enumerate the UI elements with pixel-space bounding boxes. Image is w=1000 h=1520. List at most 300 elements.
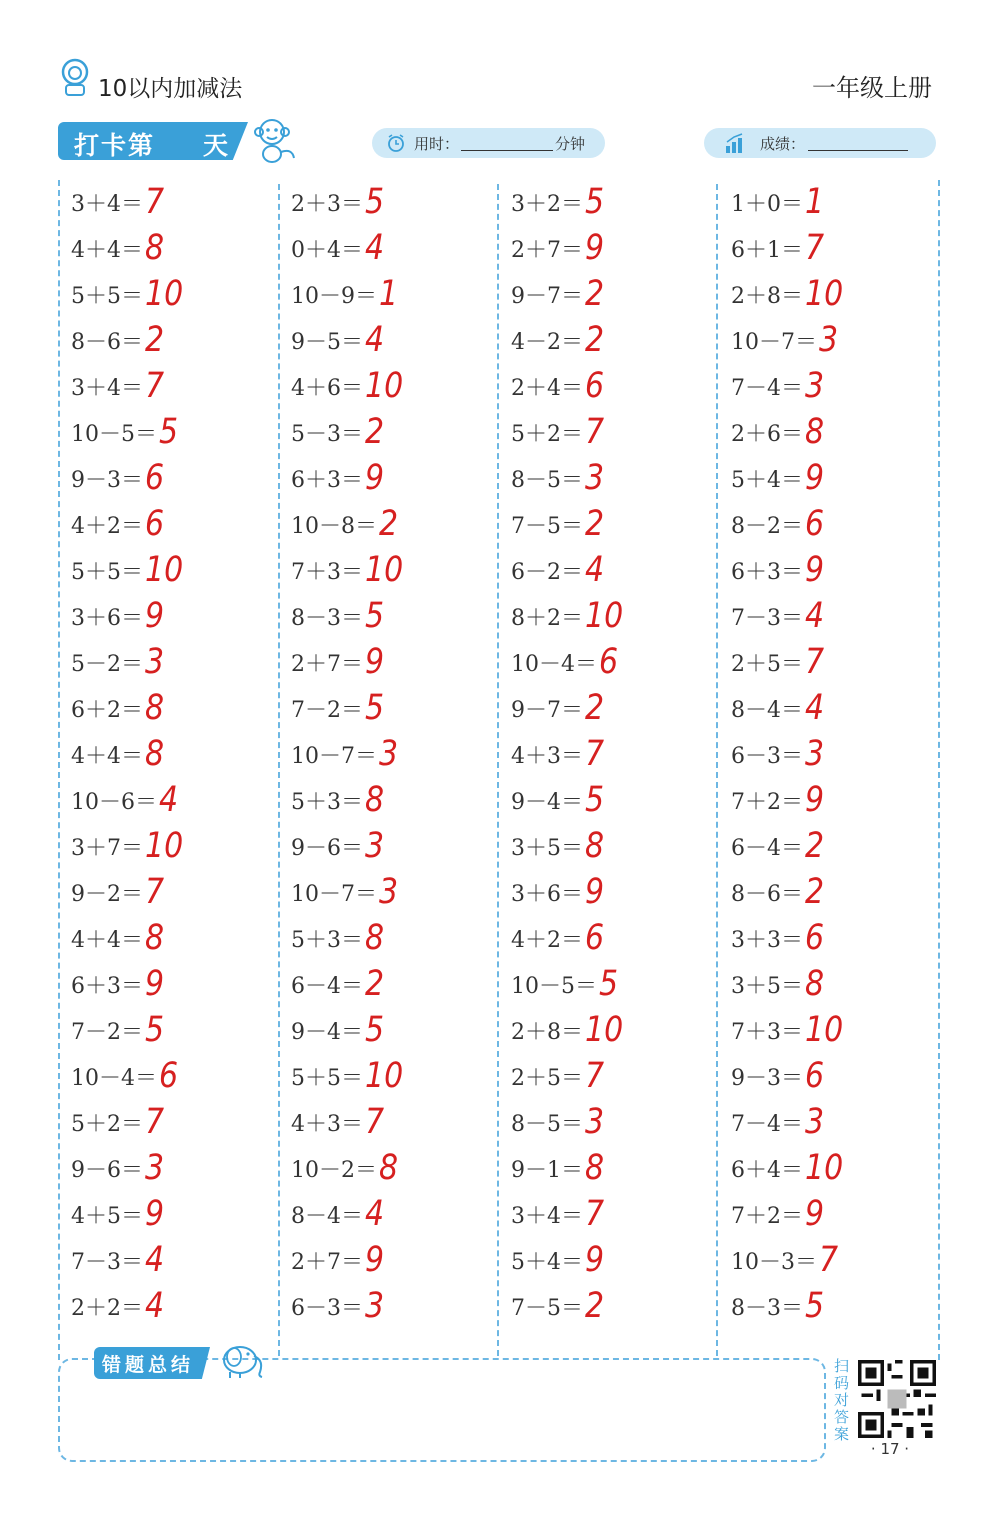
equation-text: 4＋3＝	[291, 1112, 363, 1137]
handwritten-answer[interactable]: 6	[805, 1056, 825, 1097]
exercise-row	[511, 546, 721, 592]
equation-text: 9－2＝	[71, 882, 143, 907]
grade-label: 一年级上册	[812, 74, 932, 102]
handwritten-answer[interactable]: 7	[819, 1240, 839, 1281]
equation-text: 7－4＝	[731, 376, 803, 401]
handwritten-answer[interactable]: 2	[805, 826, 825, 867]
equation-text: 2＋5＝	[731, 652, 803, 677]
handwritten-answer[interactable]: 3	[585, 458, 605, 499]
handwritten-answer[interactable]: 2	[365, 964, 385, 1005]
equation-text: 5＋3＝	[291, 928, 363, 953]
handwritten-answer[interactable]: 7	[585, 1194, 605, 1235]
equation-text: 2＋6＝	[731, 422, 803, 447]
exercise-row	[71, 1236, 281, 1282]
exercise-row	[71, 684, 281, 730]
equation-text: 8－2＝	[731, 514, 803, 539]
handwritten-answer[interactable]: 8	[585, 1148, 605, 1189]
exercise-row	[731, 500, 941, 546]
equation-text: 6＋3＝	[71, 974, 143, 999]
equation-text: 4＋4＝	[71, 238, 143, 263]
mistake-summary-label: 错题总结	[102, 1354, 195, 1376]
handwritten-answer[interactable]: 4	[145, 1240, 165, 1281]
handwritten-answer[interactable]: 4	[145, 1286, 165, 1327]
exercise-row	[731, 914, 941, 960]
equation-text: 2＋5＝	[511, 1066, 583, 1091]
exercise-row	[71, 454, 281, 500]
exercise-row	[71, 1052, 281, 1098]
equation-text: 7＋3＝	[291, 560, 363, 585]
handwritten-answer[interactable]: 3	[365, 826, 385, 867]
exercise-row	[291, 408, 501, 454]
exercise-row	[71, 408, 281, 454]
handwritten-answer[interactable]: 7	[145, 872, 165, 913]
handwritten-answer[interactable]: 10	[365, 1056, 404, 1097]
handwritten-answer[interactable]: 8	[379, 1148, 399, 1189]
handwritten-answer[interactable]: 3	[145, 642, 165, 683]
time-blank-line[interactable]	[461, 150, 553, 151]
equation-text: 10－6＝	[71, 790, 157, 815]
handwritten-answer[interactable]: 5	[365, 596, 385, 637]
exercise-row	[291, 362, 501, 408]
equation-text: 9－3＝	[731, 1066, 803, 1091]
exercise-row	[731, 1282, 941, 1328]
handwritten-answer[interactable]: 5	[365, 1010, 385, 1051]
equation-text: 6－3＝	[291, 1296, 363, 1321]
exercise-row	[291, 454, 501, 500]
handwritten-answer[interactable]: 2	[585, 1286, 605, 1327]
handwritten-answer[interactable]: 10	[145, 826, 184, 867]
handwritten-answer[interactable]: 10	[145, 550, 184, 591]
exercise-row	[511, 822, 721, 868]
equation-text: 4－2＝	[511, 330, 583, 355]
equation-text: 6－2＝	[511, 560, 583, 585]
handwritten-answer[interactable]: 7	[365, 1102, 385, 1143]
exercise-row	[731, 684, 941, 730]
time-unit: 分钟	[555, 135, 586, 153]
handwritten-answer[interactable]: 5	[599, 964, 619, 1005]
exercise-row	[291, 1098, 501, 1144]
exercise-row	[291, 914, 501, 960]
equation-text: 1＋0＝	[731, 192, 803, 217]
exercise-row	[291, 1190, 501, 1236]
score-blank-line[interactable]	[808, 150, 908, 151]
handwritten-answer[interactable]: 8	[145, 688, 165, 729]
equation-text: 6－4＝	[291, 974, 363, 999]
handwritten-answer[interactable]: 2	[585, 320, 605, 361]
exercise-row	[511, 1282, 721, 1328]
handwritten-answer[interactable]: 7	[145, 1102, 165, 1143]
handwritten-answer[interactable]: 7	[145, 182, 165, 223]
handwritten-answer[interactable]: 2	[585, 504, 605, 545]
handwritten-answer[interactable]: 5	[365, 688, 385, 729]
exercise-row	[731, 1236, 941, 1282]
exercise-row	[511, 1144, 721, 1190]
exercise-row	[291, 638, 501, 684]
handwritten-answer[interactable]: 9	[805, 550, 825, 591]
equation-text: 4＋3＝	[511, 744, 583, 769]
handwritten-answer[interactable]: 6	[585, 366, 605, 407]
equation-text: 3＋6＝	[71, 606, 143, 631]
equation-text: 5－3＝	[291, 422, 363, 447]
exercise-row	[291, 822, 501, 868]
exercise-row	[731, 868, 941, 914]
exercise-row	[731, 270, 941, 316]
equation-text: 7＋3＝	[731, 1020, 803, 1045]
exercise-row	[291, 1144, 501, 1190]
equation-text: 8－4＝	[291, 1204, 363, 1229]
handwritten-answer[interactable]: 4	[159, 780, 179, 821]
equation-text: 9－5＝	[291, 330, 363, 355]
exercise-row	[731, 546, 941, 592]
equation-text: 8－3＝	[291, 606, 363, 631]
exercise-row	[731, 776, 941, 822]
exercise-row	[71, 316, 281, 362]
scan-answer-label: 扫码对答案	[834, 1357, 850, 1443]
equation-text: 7－3＝	[71, 1250, 143, 1275]
handwritten-answer[interactable]: 3	[585, 1102, 605, 1143]
exercise-row	[511, 1098, 721, 1144]
exercise-row	[291, 178, 501, 224]
handwritten-answer[interactable]: 4	[365, 320, 385, 361]
handwritten-answer[interactable]: 4	[805, 596, 825, 637]
handwritten-answer[interactable]: 6	[599, 642, 619, 683]
exercise-row	[731, 408, 941, 454]
equation-text: 9－7＝	[511, 698, 583, 723]
exercise-row	[511, 1236, 721, 1282]
handwritten-answer[interactable]: 10	[145, 274, 184, 315]
handwritten-answer[interactable]: 8	[365, 780, 385, 821]
exercise-row	[731, 224, 941, 270]
time-field	[372, 128, 605, 158]
punch-card-label: 打卡第	[74, 131, 156, 160]
handwritten-answer[interactable]: 6	[159, 1056, 179, 1097]
exercise-row	[291, 960, 501, 1006]
exercise-row	[511, 960, 721, 1006]
exercise-row	[731, 638, 941, 684]
handwritten-answer[interactable]: 8	[145, 918, 165, 959]
exercise-row	[291, 776, 501, 822]
handwritten-answer[interactable]: 8	[365, 918, 385, 959]
handwritten-answer[interactable]: 7	[805, 642, 825, 683]
exercise-row	[71, 1190, 281, 1236]
handwritten-answer[interactable]: 3	[819, 320, 839, 361]
handwritten-answer[interactable]: 8	[585, 826, 605, 867]
equation-text: 9－4＝	[291, 1020, 363, 1045]
equation-text: 9－6＝	[291, 836, 363, 861]
equation-text: 5－2＝	[71, 652, 143, 677]
equation-text: 10－7＝	[731, 330, 817, 355]
handwritten-answer[interactable]: 9	[365, 458, 385, 499]
handwritten-answer[interactable]: 5	[365, 182, 385, 223]
handwritten-answer[interactable]: 9	[365, 642, 385, 683]
handwritten-answer[interactable]: 6	[145, 458, 165, 499]
alarm-clock-icon	[386, 133, 406, 153]
equation-text: 6＋1＝	[731, 238, 803, 263]
exercise-row	[291, 546, 501, 592]
exercise-row	[71, 1282, 281, 1328]
handwritten-answer[interactable]: 8	[805, 964, 825, 1005]
handwritten-answer[interactable]: 6	[145, 504, 165, 545]
qr-code-icon[interactable]	[858, 1360, 936, 1438]
equation-text: 2＋7＝	[511, 238, 583, 263]
exercise-row	[731, 178, 941, 224]
equation-text: 2＋8＝	[511, 1020, 583, 1045]
exercise-column-1	[71, 178, 281, 1328]
handwritten-answer[interactable]: 3	[805, 734, 825, 775]
equation-text: 5＋5＝	[71, 560, 143, 585]
exercise-row	[71, 730, 281, 776]
equation-text: 7－2＝	[71, 1020, 143, 1045]
exercise-row	[511, 730, 721, 776]
handwritten-answer[interactable]: 4	[365, 228, 385, 269]
handwritten-answer[interactable]: 5	[585, 182, 605, 223]
equation-text: 8＋2＝	[511, 606, 583, 631]
time-label: 用时：	[414, 135, 460, 153]
handwritten-answer[interactable]: 9	[585, 872, 605, 913]
handwritten-answer[interactable]: 7	[585, 1056, 605, 1097]
score-field	[704, 128, 936, 158]
handwritten-answer[interactable]: 9	[585, 1240, 605, 1281]
handwritten-answer[interactable]: 8	[805, 412, 825, 453]
handwritten-answer[interactable]: 9	[145, 596, 165, 637]
handwritten-answer[interactable]: 7	[145, 366, 165, 407]
exercise-row	[731, 1098, 941, 1144]
equation-text: 6－3＝	[731, 744, 803, 769]
handwritten-answer[interactable]: 7	[585, 734, 605, 775]
exercise-row	[291, 1236, 501, 1282]
handwritten-answer[interactable]: 9	[805, 1194, 825, 1235]
handwritten-answer[interactable]: 5	[805, 1286, 825, 1327]
exercise-row	[291, 592, 501, 638]
equation-text: 4＋4＝	[71, 928, 143, 953]
equation-text: 2＋7＝	[291, 652, 363, 677]
exercise-row	[511, 1052, 721, 1098]
equation-text: 6＋3＝	[731, 560, 803, 585]
exercise-row	[511, 178, 721, 224]
exercise-row	[71, 270, 281, 316]
handwritten-answer[interactable]: 6	[805, 918, 825, 959]
equation-text: 3＋3＝	[731, 928, 803, 953]
exercise-row	[511, 500, 721, 546]
exercise-row	[71, 914, 281, 960]
equation-text: 10－5＝	[511, 974, 597, 999]
handwritten-answer[interactable]: 9	[805, 458, 825, 499]
equation-text: 4＋4＝	[71, 744, 143, 769]
equation-text: 10－4＝	[71, 1066, 157, 1091]
exercise-row	[511, 638, 721, 684]
exercise-column-4	[731, 178, 941, 1328]
handwritten-answer[interactable]: 5	[145, 1010, 165, 1051]
handwritten-answer[interactable]: 8	[145, 734, 165, 775]
exercise-row	[511, 454, 721, 500]
exercise-row	[291, 1282, 501, 1328]
handwritten-answer[interactable]: 2	[805, 872, 825, 913]
handwritten-answer[interactable]: 3	[379, 872, 399, 913]
equation-text: 10－4＝	[511, 652, 597, 677]
exercise-row	[291, 500, 501, 546]
exercise-row	[71, 224, 281, 270]
handwritten-answer[interactable]: 6	[585, 918, 605, 959]
equation-text: 8－4＝	[731, 698, 803, 723]
equation-text: 10－8＝	[291, 514, 377, 539]
exercise-row	[291, 1052, 501, 1098]
exercise-row	[511, 684, 721, 730]
handwritten-answer[interactable]: 9	[145, 1194, 165, 1235]
handwritten-answer[interactable]: 2	[585, 688, 605, 729]
exercise-row	[511, 1190, 721, 1236]
exercise-row	[291, 730, 501, 776]
handwritten-answer[interactable]: 10	[805, 1148, 844, 1189]
handwritten-answer[interactable]: 7	[805, 228, 825, 269]
equation-text: 2＋2＝	[71, 1296, 143, 1321]
handwritten-answer[interactable]: 10	[585, 596, 624, 637]
exercise-row	[291, 868, 501, 914]
equation-text: 7－5＝	[511, 1296, 583, 1321]
exercise-row	[731, 362, 941, 408]
handwritten-answer[interactable]: 4	[805, 688, 825, 729]
handwritten-answer[interactable]: 6	[805, 504, 825, 545]
exercise-row	[291, 224, 501, 270]
handwritten-answer[interactable]: 2	[365, 412, 385, 453]
exercise-row	[731, 730, 941, 776]
handwritten-answer[interactable]: 9	[145, 964, 165, 1005]
exercise-row	[731, 592, 941, 638]
handwritten-answer[interactable]: 5	[159, 412, 179, 453]
exercise-row	[731, 316, 941, 362]
handwritten-answer[interactable]: 9	[585, 228, 605, 269]
equation-text: 10－7＝	[291, 882, 377, 907]
exercise-row	[731, 822, 941, 868]
handwritten-answer[interactable]: 1	[379, 274, 399, 315]
handwritten-answer[interactable]: 4	[365, 1194, 385, 1235]
equation-text: 5＋5＝	[291, 1066, 363, 1091]
exercise-row	[511, 868, 721, 914]
equation-text: 10－5＝	[71, 422, 157, 447]
equation-text: 3＋5＝	[511, 836, 583, 861]
equation-text: 9－7＝	[511, 284, 583, 309]
exercise-row	[71, 362, 281, 408]
exercise-row	[511, 592, 721, 638]
handwritten-answer[interactable]: 10	[585, 1010, 624, 1051]
handwritten-answer[interactable]: 7	[585, 412, 605, 453]
equation-text: 8－5＝	[511, 1112, 583, 1137]
handwritten-answer[interactable]: 3	[805, 1102, 825, 1143]
exercise-column-3	[511, 178, 721, 1328]
equation-text: 3＋4＝	[71, 376, 143, 401]
handwritten-answer[interactable]: 10	[805, 274, 844, 315]
equation-text: 3＋5＝	[731, 974, 803, 999]
equation-text: 6＋4＝	[731, 1158, 803, 1183]
handwritten-answer[interactable]: 9	[365, 1240, 385, 1281]
handwritten-answer[interactable]: 3	[805, 366, 825, 407]
handwritten-answer[interactable]: 1	[805, 182, 825, 223]
handwritten-answer[interactable]: 2	[585, 274, 605, 315]
exercise-row	[71, 178, 281, 224]
handwritten-answer[interactable]: 2	[145, 320, 165, 361]
handwritten-answer[interactable]: 3	[145, 1148, 165, 1189]
equation-text: 7＋2＝	[731, 790, 803, 815]
equation-text: 7－5＝	[511, 514, 583, 539]
equation-text: 2＋7＝	[291, 1250, 363, 1275]
equation-text: 8－5＝	[511, 468, 583, 493]
page-header	[58, 58, 938, 108]
exercise-row	[71, 1144, 281, 1190]
equation-text: 2＋3＝	[291, 192, 363, 217]
exercise-row	[71, 1006, 281, 1052]
handwritten-answer[interactable]: 10	[805, 1010, 844, 1051]
equation-text: 6＋2＝	[71, 698, 143, 723]
exercise-row	[511, 270, 721, 316]
equation-text: 7－2＝	[291, 698, 363, 723]
handwritten-answer[interactable]: 10	[365, 366, 404, 407]
equation-text: 9－1＝	[511, 1158, 583, 1183]
equation-text: 0＋4＝	[291, 238, 363, 263]
handwritten-answer[interactable]: 8	[145, 228, 165, 269]
exercise-row	[71, 1098, 281, 1144]
equation-text: 5＋4＝	[731, 468, 803, 493]
handwritten-answer[interactable]: 9	[805, 780, 825, 821]
handwritten-answer[interactable]: 3	[379, 734, 399, 775]
exercise-row	[511, 408, 721, 454]
exercise-row	[71, 546, 281, 592]
exercise-row	[731, 960, 941, 1006]
punch-card-day-suffix: 天	[203, 131, 229, 160]
equation-text: 5＋2＝	[511, 422, 583, 447]
equation-text: 7＋2＝	[731, 1204, 803, 1229]
handwritten-answer[interactable]: 4	[585, 550, 605, 591]
equation-text: 10－2＝	[291, 1158, 377, 1183]
equation-text: 3＋6＝	[511, 882, 583, 907]
equation-text: 9－6＝	[71, 1158, 143, 1183]
exercise-row	[511, 316, 721, 362]
equation-text: 10－3＝	[731, 1250, 817, 1275]
equation-text: 2＋4＝	[511, 376, 583, 401]
score-label: 成绩：	[760, 135, 806, 153]
equation-text: 5＋5＝	[71, 284, 143, 309]
equation-text: 6－4＝	[731, 836, 803, 861]
exercise-column-2	[291, 178, 501, 1328]
equation-text: 5＋4＝	[511, 1250, 583, 1275]
exercise-row	[511, 224, 721, 270]
bar-chart-icon	[724, 132, 746, 154]
equation-text: 10－7＝	[291, 744, 377, 769]
exercise-row	[511, 362, 721, 408]
exercise-row	[71, 500, 281, 546]
handwritten-answer[interactable]: 3	[365, 1286, 385, 1327]
handwritten-answer[interactable]: 10	[365, 550, 404, 591]
elephant-icon	[214, 1340, 270, 1380]
punch-card-tab	[58, 118, 302, 162]
equation-text: 3＋7＝	[71, 836, 143, 861]
exercise-row	[71, 868, 281, 914]
exercise-row	[731, 454, 941, 500]
exercise-row	[291, 270, 501, 316]
exercise-row	[71, 776, 281, 822]
equation-text: 5＋3＝	[291, 790, 363, 815]
exercise-row	[291, 1006, 501, 1052]
equation-text: 7－3＝	[731, 606, 803, 631]
equation-text: 4＋6＝	[291, 376, 363, 401]
handwritten-answer[interactable]: 5	[585, 780, 605, 821]
equation-text: 7－4＝	[731, 1112, 803, 1137]
equation-text: 9－4＝	[511, 790, 583, 815]
exercise-row	[71, 592, 281, 638]
exercise-row	[71, 638, 281, 684]
equation-text: 8－3＝	[731, 1296, 803, 1321]
exercise-row	[731, 1052, 941, 1098]
monkey-mascot-icon	[248, 116, 302, 164]
handwritten-answer[interactable]: 2	[379, 504, 399, 545]
